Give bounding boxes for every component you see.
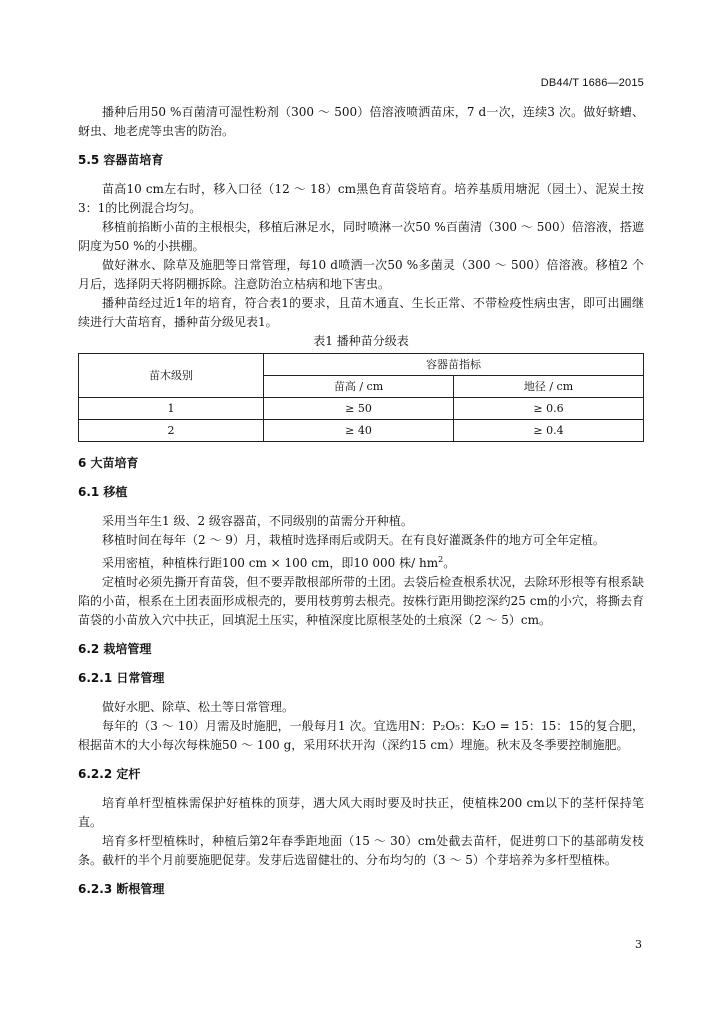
section-heading-5-5: 5.5 容器苗培育 [78,153,164,167]
paragraph: 做好淋水、除草及施肥等日常管理，每10 d喷洒一次50 %多菌灵（300 ～ 500）倍溶液。移植2 个月后，选择阴天将阴棚拆除。注意防治立枯病和地下害虫。 [78,258,644,291]
column-header-group: 容器苗指标 [264,354,644,376]
paragraph: 培育多杆型植株时，种植后第2年春季距地面（15 ～ 30）cm处截去苗杆，促进剪口下的基部萌发枝条。截杆的半个月前要施肥促芽。发芽后选留健壮的、分布均匀的（3 ～ 5）个芽培养为多杆型植株。 [78,834,644,867]
paragraph: 定植时必须先撕开育苗袋，但不要弄散根部所带的土团。去袋后检查根系状况，去除环形根等有根系缺陷的小苗，根系在土团表面形成根壳的，要用枝剪剪去根壳。按株行距用锄挖深约25 cm的小穴，将撕去育苗袋的小苗放入穴中扶正，回填泥土压实，种植深度比原根茎处的土痕深（2 ～ 5）cm。 [78,575,644,627]
document-number: DB44/T 1686—2015 [540,77,644,89]
column-header-grade: 苗木级别 [79,354,264,398]
superscript: 2 [438,555,444,564]
column-header-diameter: 地径 / cm [454,376,644,398]
paragraph: 采用当年生1 级、2 级容器苗，不同级别的苗需分开种植。 [102,514,413,528]
paragraph [78,550,644,573]
paragraph-text: 采用密植，种植株行距100 cm × 100 cm，即10 000 株/ hm [102,556,439,570]
section-heading-6-2: 6.2 栽培管理 [78,642,152,656]
section-heading-6-1: 6.1 移植 [78,485,128,499]
paragraph: 播种后用50 %百菌清可湿性粉剂（300 ～ 500）倍溶液喷洒苗床，7 d一次，连续3 次。做好蛴螬、蚜虫、地老虎等虫害的防治。 [78,105,644,138]
paragraph: 移植前掐断小苗的主根根尖，移植后淋足水，同时喷淋一次50 %百菌清（300 ～ 500）倍溶液，搭遮阴度为50 %的小拱棚。 [78,220,644,253]
cell-grade: 2 [79,420,264,442]
section-heading-6-2-1: 6.2.1 日常管理 [78,671,165,685]
section-heading-6: 6 大苗培育 [78,456,139,470]
cell-diameter: ≥ 0.4 [454,420,644,442]
paragraph: 培育单杆型植株需保护好植株的顶芽，遇大风大雨时要及时扶正，使植株200 cm以下的茎杆保持笔直。 [78,796,644,829]
section-heading-6-2-3: 6.2.3 断根管理 [78,882,165,896]
cell-height: ≥ 50 [264,398,454,420]
paragraph: 苗高10 cm左右时，移入口径（12 ～ 18）cm黑色育苗袋培育。培养基质用塘泥（园土）、泥炭土按3：1的比例混合均匀。 [78,182,644,215]
table-caption: 表1 播种苗分级表 [313,334,409,348]
paragraph: 播种苗经过近1年的培育，符合表1的要求，且苗木通直、生长正常、不带检疫性病虫害，即可出圃继续进行大苗培育，播种苗分级见表1。 [78,296,644,329]
cell-grade: 1 [79,398,264,420]
paragraph: 每年的（3 ～ 10）月需及时施肥，一般每月1 次。宜选用N：P₂O₅：K₂O = 15：15：15的复合肥，根据苗木的大小每次每株施50 ～ 100 g，采用环状开沟（深约15 cm）埋施。秋末及冬季要控制施肥。 [78,719,644,752]
table-row [79,398,644,420]
paragraph: 移植时间在每年（2 ～ 9）月，栽植时选择雨后或阴天。在有良好灌溉条件的地方可全年定植。 [102,533,605,547]
page-number: 3 [635,938,642,951]
cell-height: ≥ 40 [264,420,454,442]
section-heading-6-2-2: 6.2.2 定杆 [78,767,141,781]
paragraph-text: 。 [443,556,456,570]
column-header-height: 苗高 / cm [264,376,454,398]
seedling-grade-table [78,353,644,442]
document-body [78,103,644,909]
table-row [79,420,644,442]
paragraph: 做好水肥、除草、松土等日常管理。 [102,700,295,714]
cell-diameter: ≥ 0.6 [454,398,644,420]
